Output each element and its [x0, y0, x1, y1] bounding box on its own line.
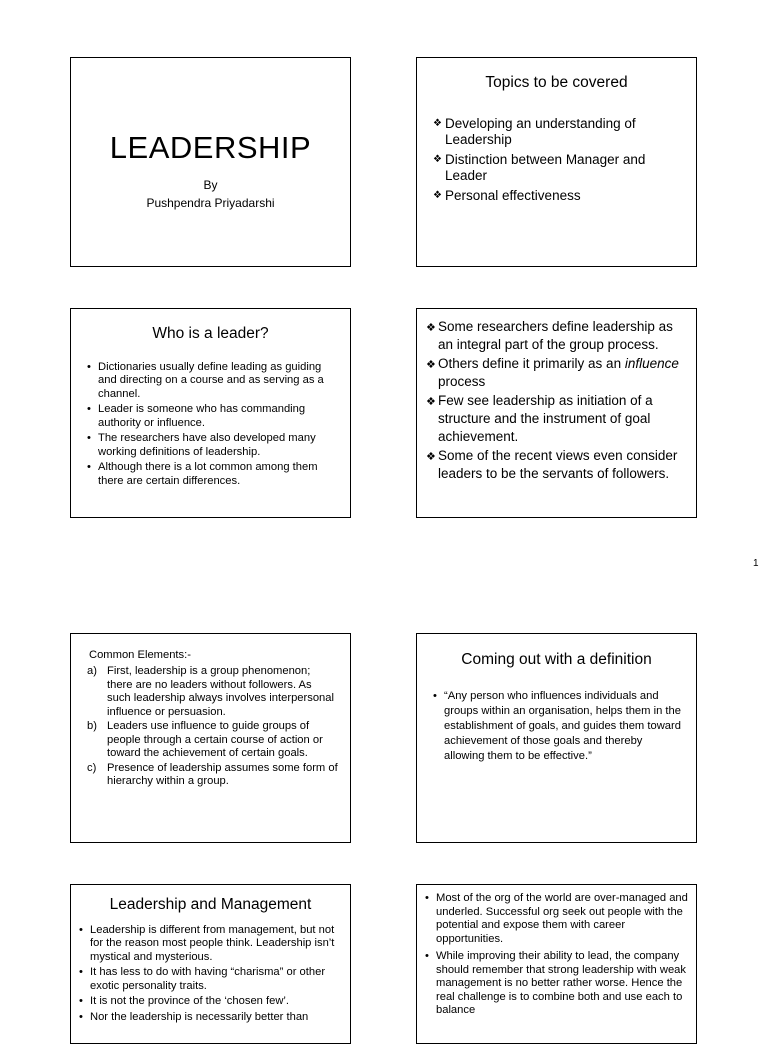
slide-heading: Common Elements:- [89, 649, 191, 661]
bullet-list [433, 689, 682, 764]
topic-list [433, 116, 684, 204]
emphasis-text: influence [624, 356, 679, 371]
list-item: ❖ Distinction between Manager and Leader [433, 152, 684, 184]
list-item: b) Leaders use influence to guide groups of people through a certain course of action or toward the achievement of certain goals. [87, 720, 323, 759]
list-letter: a) [87, 665, 97, 677]
list-item: • It has less to do with having “charisma” or other exotic personality traits. [79, 966, 342, 993]
list-item: • The researchers have also developed many working definitions of leadership. [87, 432, 336, 459]
list-item: ❖ Personal effectiveness [433, 188, 684, 204]
slide-heading: Who is a leader? [152, 325, 269, 342]
bullet-list [425, 892, 688, 1018]
slide-heading: Leadership and Management [109, 896, 312, 913]
list-item: ❖ Some researchers define leadership as an integral part of the group process. [426, 318, 688, 354]
slide-definitions-views [416, 308, 697, 518]
by-label: By [203, 178, 218, 192]
list-item: a) First, leadership is a group phenomenon; there are no leaders without followers. As such leadership always involves interpersonal influence or persuasion. [87, 665, 334, 718]
list-item: • Although there is a lot common among them there are certain differences. [87, 461, 336, 488]
bullet-list [79, 924, 342, 1025]
list-item: ❖ Few see leadership as initiation of a structure and the instrument of goal achievement. [426, 392, 688, 446]
list-item: • While improving their ability to lead, the company should remember that strong leadership with weak management is no better rather worse. Hence the real challenge is to combine both and use each to balance [425, 950, 688, 1018]
list-letter: b) [87, 720, 97, 732]
list-item: • Dictionaries usually define leading as guiding and directing on a course and as serving as a channel. [87, 361, 336, 402]
slide-over-managed [416, 884, 697, 1044]
page-number: 1 [753, 558, 759, 569]
bullet-list [426, 318, 688, 483]
slide-topics [416, 57, 697, 267]
list-item: • Leader is someone who has commanding authority or influence. [87, 403, 336, 430]
list-item: • Nor the leadership is necessarily better than [79, 1011, 342, 1025]
list-item: • It is not the province of the ‘chosen few’. [79, 995, 342, 1009]
list-item: ❖ Some of the recent views even consider leaders to be the servants of followers. [426, 447, 688, 483]
slide-definition [416, 633, 697, 843]
list-item: • “Any person who influences individuals and groups within an organisation, helps them in the establishment of goals, and guides them toward achievement of those goals and thereby allowing them to be effective.” [433, 689, 682, 764]
list-item: • Leadership is different from management, but not for the reason most people think. Leadership isn’t mystical and mysterious. [79, 924, 342, 965]
lettered-list [87, 665, 338, 789]
bullet-list [87, 361, 336, 489]
slide-heading: Topics to be covered [485, 74, 628, 91]
main-title: LEADERSHIP [109, 130, 312, 165]
list-item: ❖ Developing an understanding of Leadership [433, 116, 684, 148]
list-item: ❖ Others define it primarily as an influence process [426, 355, 688, 391]
slide-who-is-leader [70, 308, 351, 518]
list-letter: c) [87, 761, 97, 774]
slide-heading: Coming out with a definition [461, 651, 652, 668]
author-name: Pushpendra Priyadarshi [146, 196, 275, 210]
slide-title [70, 57, 351, 267]
slide-leadership-management [70, 884, 351, 1044]
slide-common-elements [70, 633, 351, 843]
list-item: • Most of the org of the world are over-managed and underled. Successful org seek out people with the potential and expose them with career opportunities. [425, 892, 688, 946]
list-item: c) Presence of leadership assumes some form of hierarchy within a group. [87, 761, 338, 787]
